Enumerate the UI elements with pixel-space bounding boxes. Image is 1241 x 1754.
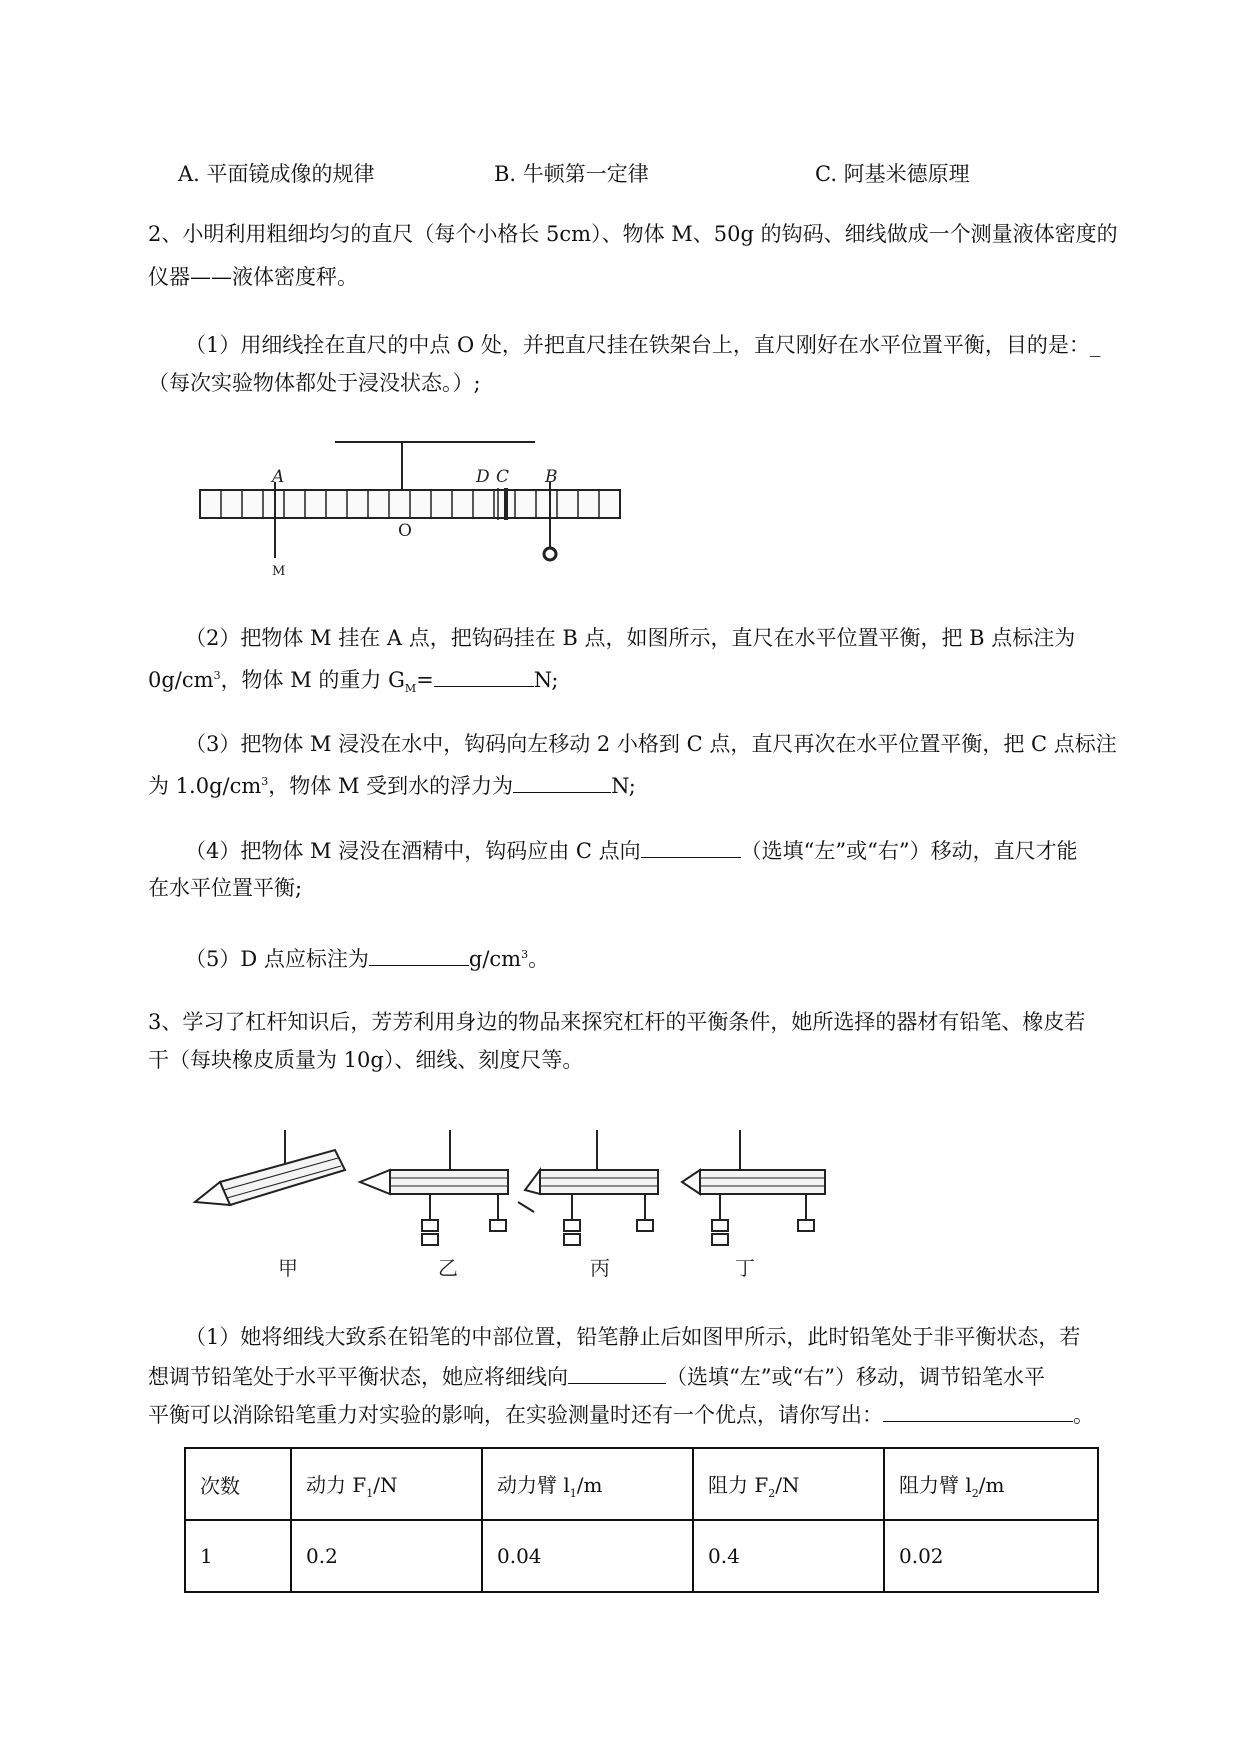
pencil-jia <box>195 1130 345 1205</box>
q3-pencil-figure <box>190 1130 840 1280</box>
q2-part3-line1: （3）把物体 M 浸没在水中，钩码向左移动 2 小格到 C 点，直尺再次在水平位置平衡，把 C 点标注 <box>185 732 1117 756</box>
answer-blank-buoyancy[interactable] <box>513 770 611 793</box>
label-m: M <box>272 564 286 579</box>
table-cell: 0.4 <box>693 1520 884 1592</box>
q3-part1-line1: （1）她将细线大致系在铅笔的中部位置，铅笔静止后如图甲所示，此时铅笔处于非平衡状态，若 <box>185 1325 1081 1349</box>
label-b: B <box>545 467 558 487</box>
label-ding: 丁 <box>735 1256 755 1280</box>
q3-stem-line2: 干（每块橡皮质量为 10g）、细线、刻度尺等。 <box>148 1048 584 1072</box>
answer-blank-direction[interactable] <box>641 835 741 858</box>
q1-option-a: A. 平面镜成像的规律 <box>178 162 375 186</box>
answer-blank-density[interactable] <box>369 943 469 966</box>
header-cell: 阻力 $F_2/N$ <box>693 1448 884 1520</box>
answer-blank-thread-direction[interactable] <box>568 1361 666 1384</box>
label-yi: 乙 <box>438 1256 458 1280</box>
pencil-ding <box>682 1130 825 1245</box>
table-row <box>185 1520 1098 1592</box>
q2-part2-line1: （2）把物体 M 挂在 A 点，把钩码挂在 B 点，如图所示，直尺在水平位置平衡，把 B 点标注为 <box>185 626 1076 650</box>
q1-option-b: B. 牛顿第一定律 <box>494 162 649 186</box>
label-o: O <box>398 521 412 541</box>
q2-stem-line1: 2、小明利用粗细均匀的直尺（每个小格长 5cm）、物体 M、50g 的钩码、细线做成一个测量液体密度的 <box>148 222 1118 246</box>
label-c: C <box>496 467 510 487</box>
table-cell: 0.02 <box>884 1520 1098 1592</box>
label-bing: 丙 <box>590 1256 610 1280</box>
q2-part4-line2: 在水平位置平衡; <box>148 876 303 900</box>
header-cell: 动力臂 $l_1/m$ <box>482 1448 693 1520</box>
q2-part3-line2: 为 $1.0g/cm^3$，物体 M 受到水的浮力为 N; <box>148 767 636 801</box>
pencil-yi <box>360 1130 508 1245</box>
hook-weight <box>544 548 556 560</box>
q3-part1-line2: 想调节铅笔处于水平平衡状态，她应将细线向 （选填“左”或“右”）移动，调节铅笔水平 <box>148 1361 1045 1392</box>
q2-part2-line2: $0g/cm^3$，物体 M 的重力 $G_M= N$; <box>148 661 558 704</box>
table-cell: 0.04 <box>482 1520 693 1592</box>
header-cell: 阻力臂 $l_2/m$ <box>884 1448 1098 1520</box>
q2-stem-line2: 仪器——液体密度秤。 <box>148 265 358 289</box>
q1-option-c: C. 阿基米德原理 <box>815 162 970 186</box>
table-cell: 0.2 <box>291 1520 482 1592</box>
label-a: A <box>272 467 285 487</box>
q3-stem-line1: 3、学习了杠杆知识后，芳芳利用身边的物品来探究杠杆的平衡条件，她所选择的器材有铅笔、橡皮若 <box>148 1010 1086 1034</box>
q2-part5: （5）D 点应标注为 $g/cm^3$。 <box>185 940 549 974</box>
lever-data-table <box>184 1447 1099 1593</box>
q2-part1-line1: （1）用细线拴在直尺的中点 O 处，并把直尺挂在铁架台上，直尺刚好在水平位置平衡，目的是：_ <box>185 333 1101 357</box>
table-header-row <box>185 1448 1098 1520</box>
header-cell: 次数 <box>185 1448 291 1520</box>
pencil-bing <box>518 1130 658 1245</box>
table-cell: 1 <box>185 1520 291 1592</box>
answer-blank-weight[interactable] <box>434 664 534 687</box>
q3-part1-line3: 平衡可以消除铅笔重力对实验的影响，在实验测量时还有一个优点，请你写出： 。 <box>148 1399 1094 1430</box>
label-jia: 甲 <box>278 1256 298 1280</box>
q2-part1-line2: （每次实验物体都处于浸没状态。）; <box>148 371 481 395</box>
q2-ruler-figure <box>180 430 650 580</box>
label-d: D <box>476 467 490 487</box>
answer-blank-advantage[interactable] <box>883 1399 1073 1422</box>
header-cell: 动力 $F_1/N$ <box>291 1448 482 1520</box>
q2-part4-line1: （4）把物体 M 浸没在酒精中，钩码应由 C 点向 （选填“左”或“右”）移动，直尺才能 <box>185 835 1078 866</box>
